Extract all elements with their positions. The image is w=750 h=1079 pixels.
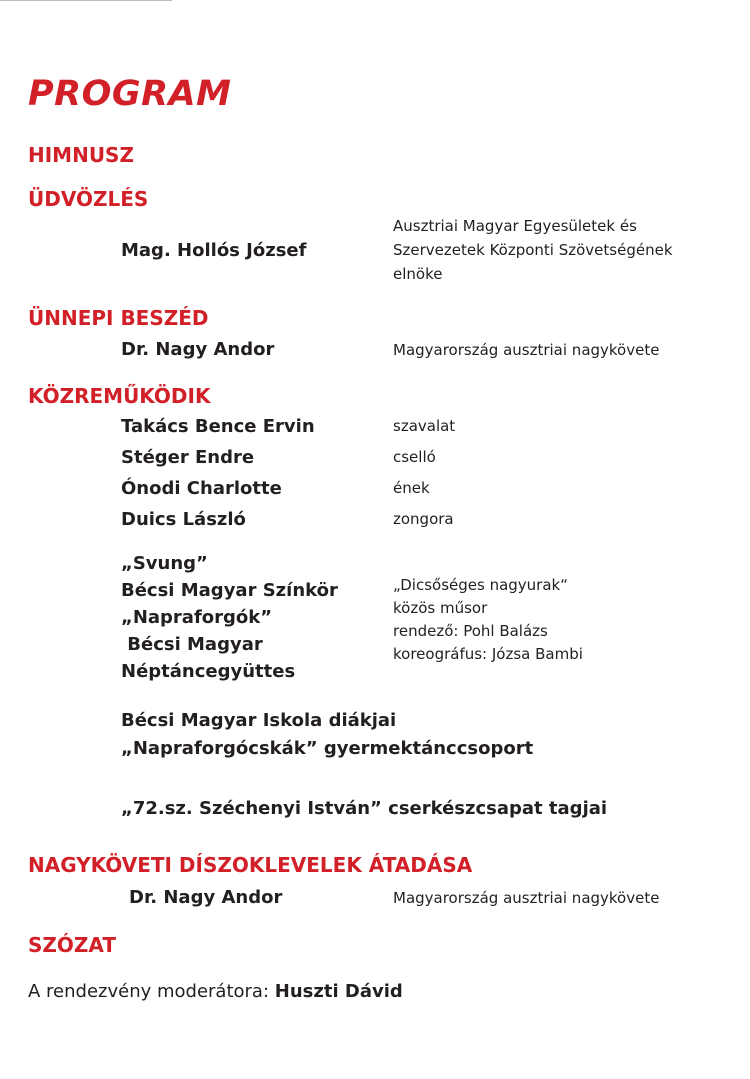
groups-info-line: koreográfus: Józsa Bambi [393,645,583,663]
page-title: PROGRAM [28,74,232,114]
performer-name: Stéger Endre [121,447,255,468]
section-unnepi-beszed: ÜNNEPI BESZÉD [28,306,209,330]
moderator-name: Huszti Dávid [274,981,403,1002]
performer-role: zongora [393,510,454,528]
groups-info-line: rendező: Pohl Balázs [393,622,548,640]
moderator-label: A rendezvény moderátora: [28,981,270,1002]
performer-name: Takács Bence Ervin [121,416,315,437]
udvozles-role-line: Ausztriai Magyar Egyesületek és [393,217,637,235]
school-line: Bécsi Magyar Iskola diákjai [121,710,397,731]
performer-role: cselló [393,448,436,466]
section-szozat: SZÓZAT [28,933,116,957]
section-nagykoveti: NAGYKÖVETI DÍSZOKLEVELEK ÁTADÁSA [28,853,473,877]
udvozles-role-line: elnöke [393,265,443,283]
group-line: Bécsi Magyar Színkör [121,580,338,601]
nagykoveti-role: Magyarország ausztriai nagykövete [393,889,660,907]
nagykoveti-speaker: Dr. Nagy Andor [129,887,283,908]
udvozles-role-line: Szervezetek Központi Szövetségének [393,241,673,259]
group-line: „Napraforgók” [121,607,273,628]
groups-info-line: „Dicsőséges nagyurak“ [393,576,568,594]
moderator-line [28,981,403,1002]
scouts-line: „72.sz. Széchenyi István” cserkészcsapat tagjai [121,798,608,819]
group-line: „Svung” [121,553,208,574]
top-rule [0,0,172,1]
groups-info-line: közös műsor [393,599,488,617]
section-kozremukodik: KÖZREMŰKÖDIK [28,384,211,408]
udvozles-role [393,214,673,286]
performer-role: szavalat [393,417,456,435]
groups-info [393,574,583,666]
group-line: Bécsi Magyar [121,634,263,655]
unnepi-speaker: Dr. Nagy Andor [121,339,275,360]
group-line: Néptáncegyüttes [121,661,296,682]
performer-name: Ónodi Charlotte [121,478,282,499]
school-line: „Napraforgócskák” gyermektánccsoport [121,738,534,759]
udvozles-speaker: Mag. Hollós József [121,240,307,261]
performer-role: ének [393,479,430,497]
section-udvozles: ÜDVÖZLÉS [28,187,149,211]
performer-name: Duics László [121,509,246,530]
section-himnusz: HIMNUSZ [28,143,134,167]
groups-list [121,550,338,685]
unnepi-role: Magyarország ausztriai nagykövete [393,341,660,359]
